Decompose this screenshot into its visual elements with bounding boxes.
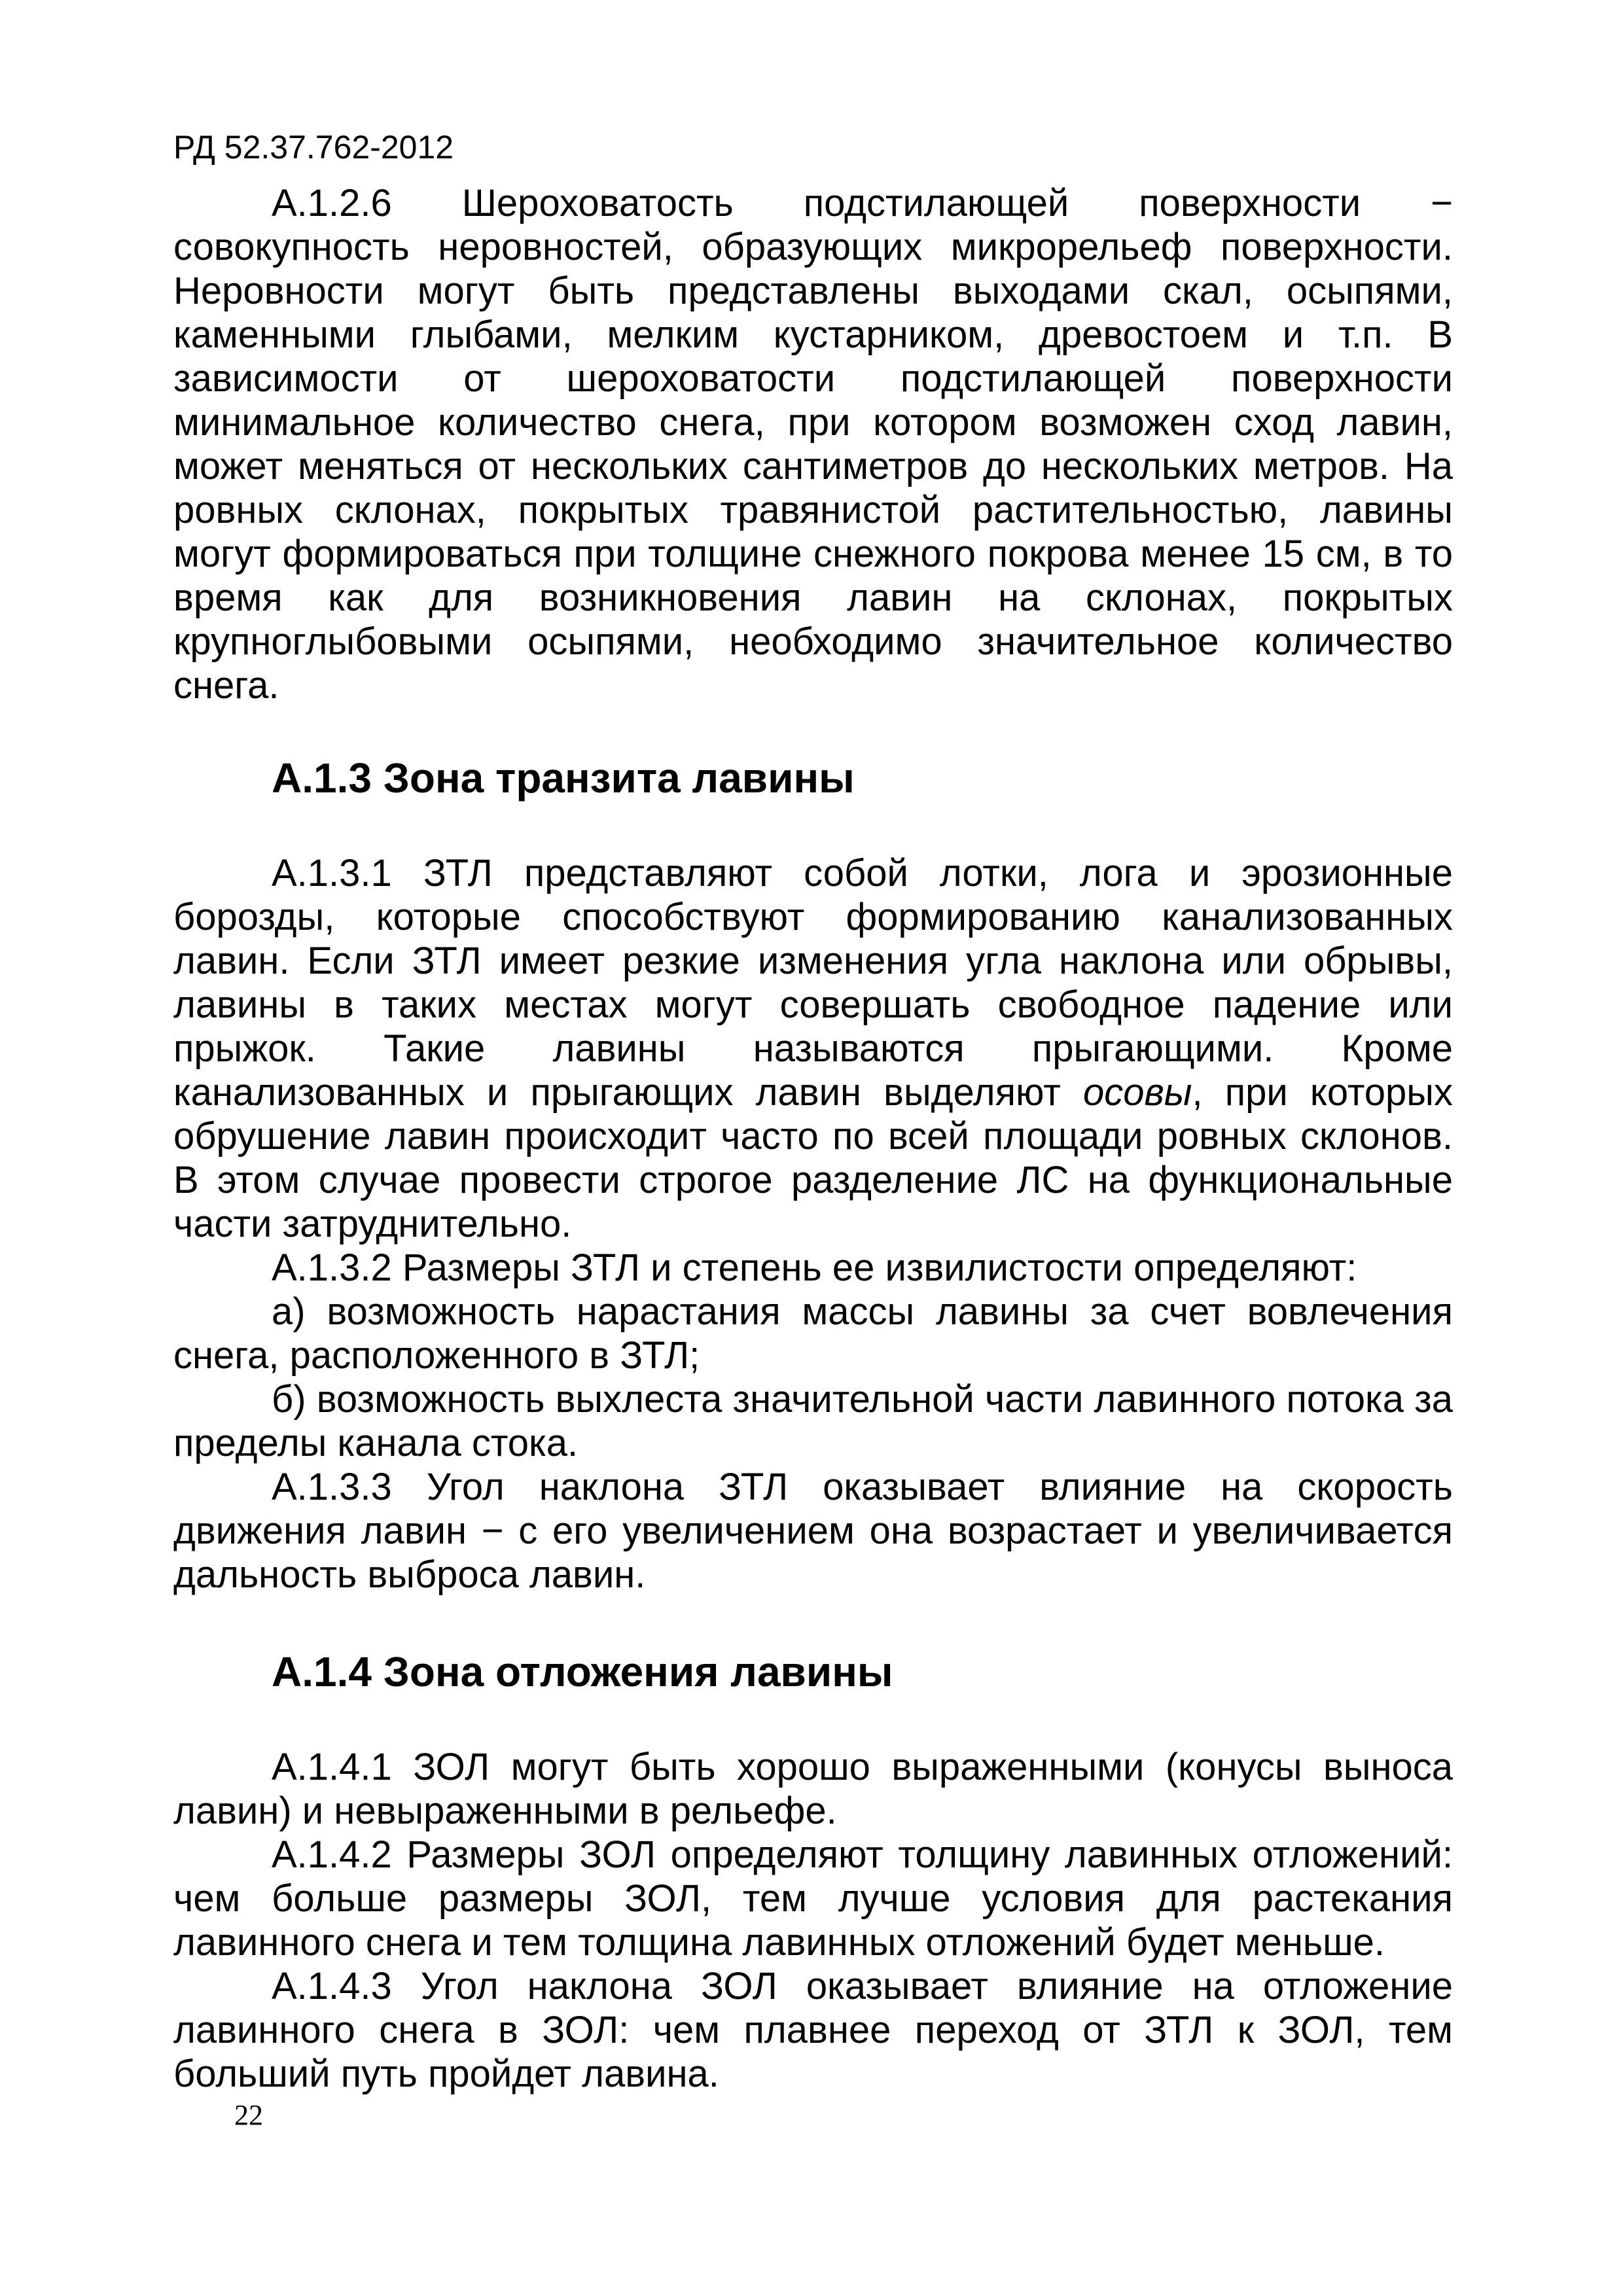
list-item-a: а) возможность нарастания массы лавины за счет вовлечения снега, расположенного в ЗТЛ; (173, 1290, 1453, 1377)
paragraph-a132: А.1.3.2 Размеры ЗТЛ и степень ее извилистости определяют: (272, 1246, 1357, 1289)
paragraph-a133: А.1.3.3 Угол наклона ЗТЛ оказывает влияние на скорость движения лавин − с его увеличением она возрастает и увеличивается дальность выброса лавин. (173, 1466, 1453, 1596)
paragraph-a131-text-1: А.1.3.1 ЗТЛ представляют собой лотки, лога и эрозионные борозды, которые способствуют формированию канализованных лавин. Если ЗТЛ имеет резкие изменения угла наклона или обрывы, лавины в таких местах могут совершать свободное падение или прыжок. Такие лавины называются прыгающими. Кроме канализованных и прыгающих лавин выделяют (173, 852, 1453, 1114)
paragraph-a142: А.1.4.2 Размеры ЗОЛ определяют толщину лавинных отложений: чем больше размеры ЗОЛ, тем лучше условия для растекания лавинного снега и тем толщина лавинных отложений будет меньше. (173, 1833, 1453, 1964)
paragraph-a143: А.1.4.3 Угол наклона ЗОЛ оказывает влияние на отложение лавинного снега в ЗОЛ: чем плавнее переход от ЗТЛ к ЗОЛ, тем больший путь пройдет лавина. (173, 1965, 1453, 2095)
heading-a14: А.1.4 Зона отложения лавины (272, 1648, 893, 1695)
term-osovy: осовы (1082, 1071, 1192, 1114)
paragraph-a131 (173, 851, 1453, 1246)
document-code: РД 52.37.762-2012 (173, 129, 454, 166)
paragraph-a131-text-2: , при которых обрушение лавин происходит часто по всей площади ровных склонов. В этом случае провести строгое разделение ЛС на функциональные части затруднительно. (173, 1071, 1453, 1245)
heading-a13: А.1.3 Зона транзита лавины (272, 754, 855, 802)
page-number: 22 (234, 2099, 263, 2131)
list-item-b: б) возможность выхлеста значительной части лавинного потока за пределы канала стока. (173, 1378, 1453, 1464)
paragraph-a126: А.1.2.6 Шероховатость подстилающей поверхности − совокупность неровностей, образующих микрорельеф поверхности. Неровности могут быть представлены выходами скал, осыпями, каменными глыбами, мелким кустарником, древостоем и т.п. В зависимости от шероховатости подстилающей поверхности минимальное количество снега, при котором возможен сход лавин, может меняться от нескольких сантиметров до нескольких метров. На ровных склонах, покрытых травянистой растительностью, лавины могут формироваться при толщине снежного покрова менее 15 см, в то время как для возникновения лавин на склонах, покрытых крупноглыбовыми осыпями, необходимо значительное количество снега. (173, 182, 1453, 707)
page-body (173, 128, 1453, 2096)
paragraph-a141: А.1.4.1 ЗОЛ могут быть хорошо выраженными (конусы выноса лавин) и невыраженными в рельефе. (173, 1746, 1453, 1832)
